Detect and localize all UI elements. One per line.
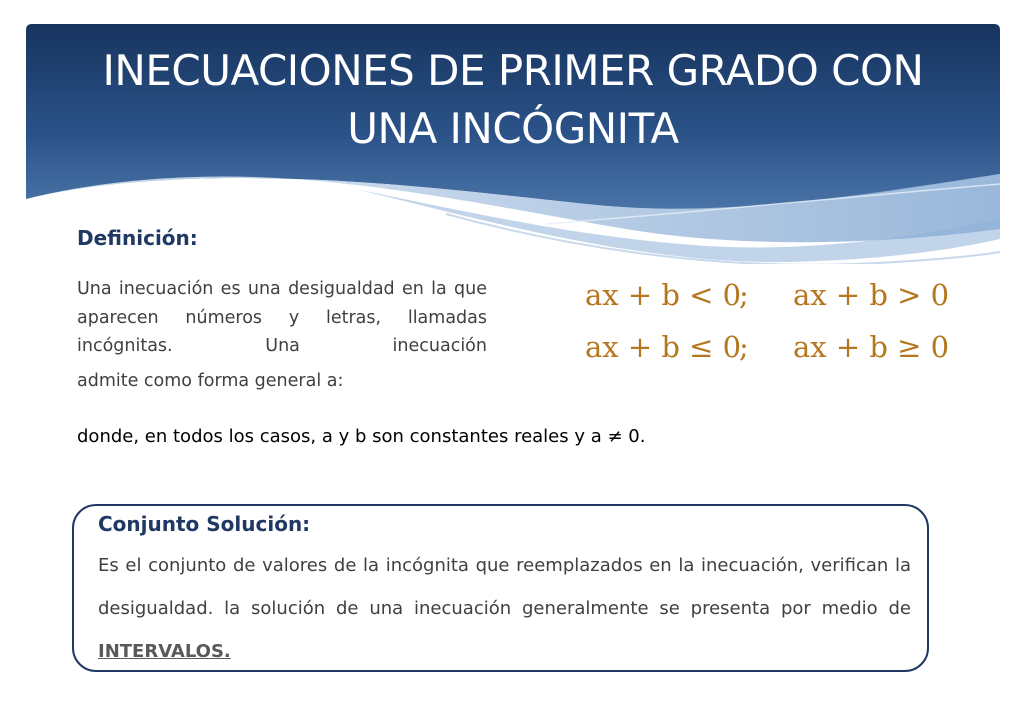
formula-less-than: ax + b < 0	[585, 278, 742, 312]
solution-body: Es el conjunto de valores de la incógnita que reemplazados en la inecuación, verifican la desigualdad. la solución de una inecuación generalmente se presenta por medio de	[98, 555, 911, 619]
definition-text-last: admite como forma general a:	[77, 371, 344, 391]
page-title	[26, 42, 1000, 158]
formula-less-equal: ax + b ≤ 0	[585, 330, 742, 364]
formula-separator: ;	[739, 278, 749, 312]
definition-text: Una inecuación es una desigualdad en la que aparecen números y letras, llamadas incógnitas. Una inecuación	[77, 279, 487, 356]
title-line-1: INECUACIONES DE PRIMER GRADO CON	[102, 46, 924, 95]
solution-text	[98, 544, 911, 673]
formula-separator: ;	[739, 330, 749, 364]
solution-heading: Conjunto Solución:	[98, 512, 311, 536]
title-line-2: UNA INCÓGNITA	[347, 104, 679, 153]
intervals-keyword: INTERVALOS.	[98, 641, 231, 662]
constants-note: donde, en todos los casos, a y b son constantes reales y a ≠ 0.	[77, 426, 646, 447]
formula-greater-equal: ax + b ≥ 0	[793, 330, 950, 364]
formula-greater-than: ax + b > 0	[793, 278, 950, 312]
definition-heading: Definición:	[77, 226, 198, 250]
